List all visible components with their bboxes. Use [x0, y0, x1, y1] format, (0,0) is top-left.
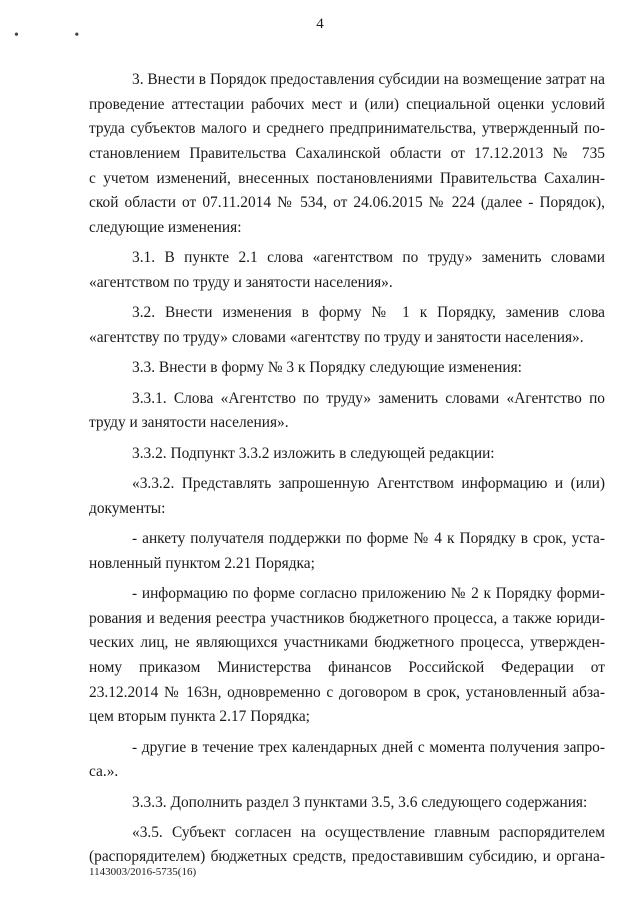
text-line: - анкету получателя поддержки по форме № 4 к Порядку в срок, уста-: [132, 529, 605, 547]
text-line: с учетом изменений, внесенных постановлениями Правительства Сахалин-: [89, 169, 605, 187]
text-line: «3.3.2. Представлять запрошенную Агентством информацию и (или): [132, 474, 605, 492]
page-number: 4: [316, 16, 324, 32]
document-body: [89, 68, 605, 870]
text-line: ческих лиц, не являющихся участниками бюджетного процесса, утвержден-: [89, 634, 605, 652]
text-line: ской области от 07.11.2014 № 534, от 24.06.2015 № 224 (далее - Порядок),: [89, 194, 605, 212]
text-line: 3.3.3. Дополнить раздел 3 пунктами 3.5, 3.6 следующего содержания:: [132, 793, 588, 811]
document-code: 1143003/2016-5735(16): [89, 866, 197, 878]
text-line: труда субъектов малого и среднего предпринимательства, утвержденный по-: [89, 120, 605, 138]
text-line: 3. Внести в Порядок предоставления субсидии на возмещение затрат на: [132, 71, 605, 88]
text-line: 3.2. Внести изменения в форму № 1 к Порядку, заменив слова: [132, 304, 605, 322]
text-line: 3.1. В пункте 2.1 слова «агентством по труду» заменить словами: [132, 249, 605, 267]
text-line: «агентству по труду» словами «агентству по труду и занятости населения».: [89, 329, 584, 347]
text-line: 23.12.2014 № 163н, одновременно с договором в срок, установленный абза-: [89, 683, 605, 701]
text-line: новленный пунктом 2.21 Порядка;: [89, 554, 315, 572]
text-line: «агентством по труду и занятости населения».: [89, 274, 393, 292]
text-line: труду и занятости населения».: [89, 414, 289, 432]
text-line: цем вторым пункта 2.17 Порядка;: [89, 708, 310, 726]
scan-marks: • •: [14, 28, 106, 43]
text-line: (распорядителем) бюджетных средств, предоставившим субсидию, и органа-: [89, 848, 605, 866]
text-line: - другие в течение трех календарных дней с момента получения запро-: [132, 738, 605, 756]
text-line: - информацию по форме согласно приложению № 2 к Порядку форми-: [132, 584, 605, 602]
text-line: становлением Правительства Сахалинской области от 17.12.2013 № 735: [89, 145, 605, 163]
text-line: «3.5. Субъект согласен на осуществление главным распорядителем: [132, 823, 605, 841]
text-line: 3.3.1. Слова «Агентство по труду» заменить словами «Агентство по: [132, 389, 605, 407]
text-line: проведение аттестации рабочих мест и (или) специальной оценки условий: [89, 95, 605, 113]
text-line: следующие изменения:: [89, 219, 242, 237]
text-line: рования и ведения реестра участников бюджетного процесса, а также юриди-: [89, 609, 605, 627]
text-line: 3.3. Внести в форму № 3 к Порядку следующие изменения:: [132, 359, 522, 377]
text-line: са.».: [89, 763, 119, 781]
text-line: 3.3.2. Подпункт 3.3.2 изложить в следующей редакции:: [132, 444, 495, 462]
text-line: ному приказом Министерства финансов Российской Федерации от: [89, 658, 605, 676]
text-line: документы:: [89, 499, 166, 517]
